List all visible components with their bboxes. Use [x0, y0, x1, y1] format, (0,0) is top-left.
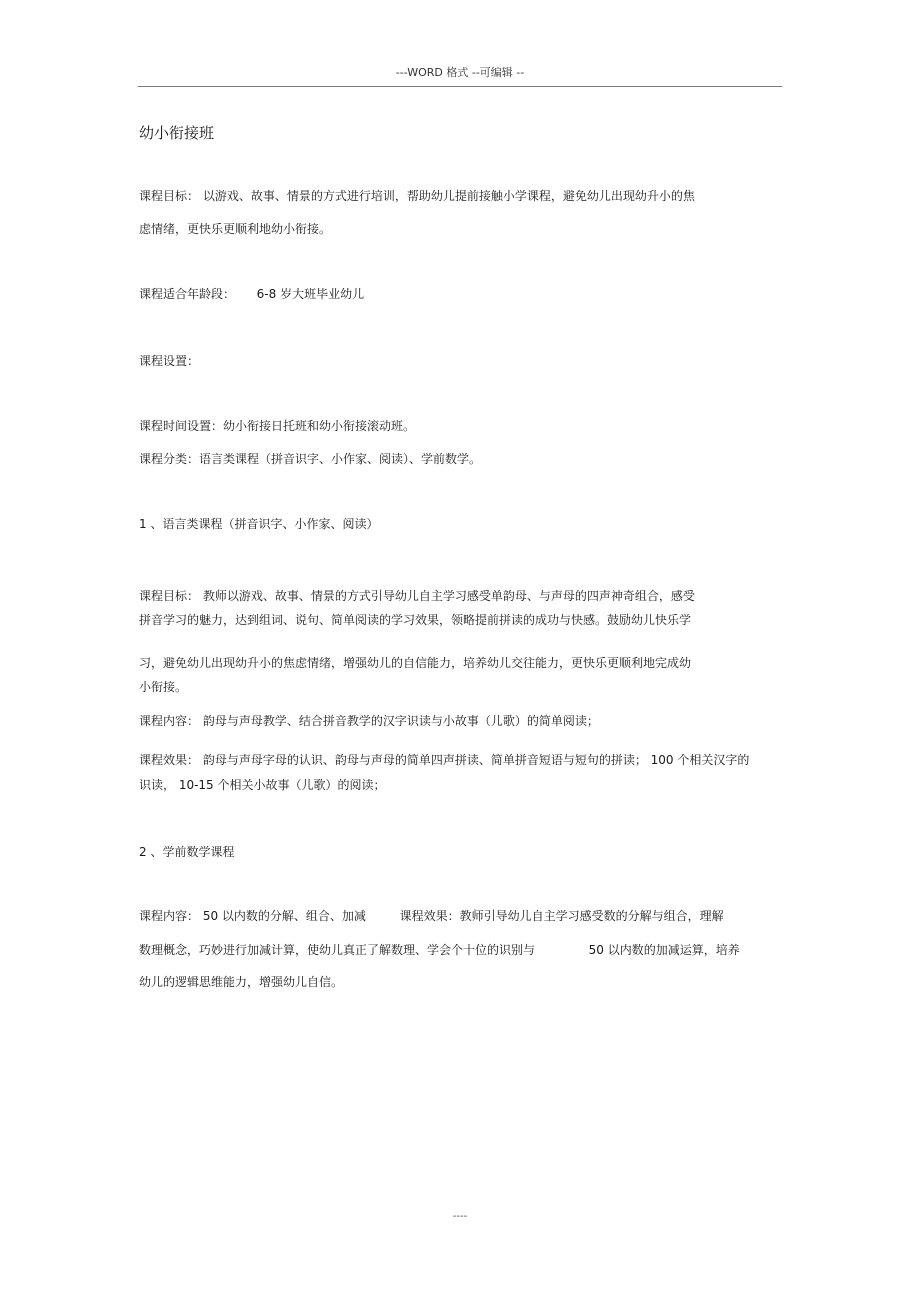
setup-heading: 课程设置：: [139, 354, 200, 368]
section1-goal-line-2: 拼音学习的魅力，达到组词、说句、简单阅读的学习效果，领略提前拼读的成功与快感。鼓励幼儿快乐学: [139, 613, 692, 627]
header-divider: [138, 86, 782, 87]
document-title: 幼小衔接班: [139, 124, 215, 142]
page-header: ---WORD 格式 --可编辑 --: [395, 66, 525, 79]
section1-goal-line-4: 小衔接。: [139, 680, 188, 694]
section1-goal-line-1: 课程目标： 教师以游戏、故事、情景的方式引导幼儿自主学习感受单韵母、与声母的四声神奇组合，感受: [139, 589, 695, 603]
section2-line-2-part-b: 50 以内数的加减运算，培养: [588, 943, 740, 957]
age-value: 6-8 岁大班毕业幼儿: [256, 287, 365, 301]
section2-content-text: 课程内容： 50 以内数的分解、组合、加减: [139, 909, 366, 923]
section2-line-1: [139, 908, 724, 924]
goal-line-2: 虑情绪，更快乐更顺利地幼小衔接。: [139, 222, 332, 236]
age-label: 课程适合年龄段：: [139, 287, 236, 301]
time-setup-line: 课程时间设置：幼小衔接日托班和幼小衔接滚动班。: [139, 419, 416, 433]
section2-effect-text: 课程效果：教师引导幼儿自主学习感受数的分解与组合，理解: [399, 909, 724, 923]
category-line: 课程分类：语言类课程（拼音识字、小作家、阅读）、学前数学。: [139, 452, 482, 466]
section2-line-2-part-a: 数理概念，巧妙进行加减计算，使幼儿真正了解数理、学会个十位的识别与: [139, 943, 536, 957]
section2-heading: 2 、学前数学课程: [139, 845, 235, 859]
section1-effect-line-1: 课程效果： 韵母与声母字母的认识、韵母与声母的简单四声拼读、简单拼音短语与短句的拼读； 100 个相关汉字的: [139, 753, 750, 767]
age-row: [139, 286, 364, 302]
goal-line-1: 课程目标： 以游戏、故事、情景的方式进行培训，帮助幼儿提前接触小学课程，避免幼儿出现幼升小的焦: [139, 189, 695, 203]
section1-goal-line-3: 习，避免幼儿出现幼升小的焦虑情绪，增强幼儿的自信能力，培养幼儿交往能力，更快乐更顺利地完成幼: [139, 656, 692, 670]
page-footer: ----: [452, 1211, 468, 1222]
section1-content-line: 课程内容： 韵母与声母教学、结合拼音教学的汉字识读与小故事（儿歌）的简单阅读；: [139, 714, 599, 728]
section1-effect-line-2: 识读， 10-15 个相关小故事（儿歌）的阅读；: [139, 778, 386, 792]
section2-line-3: 幼儿的逻辑思维能力，增强幼儿自信。: [139, 975, 344, 989]
section1-heading: 1 、语言类课程（拼音识字、小作家、阅读）: [139, 517, 379, 531]
section2-line-2: [139, 942, 740, 958]
